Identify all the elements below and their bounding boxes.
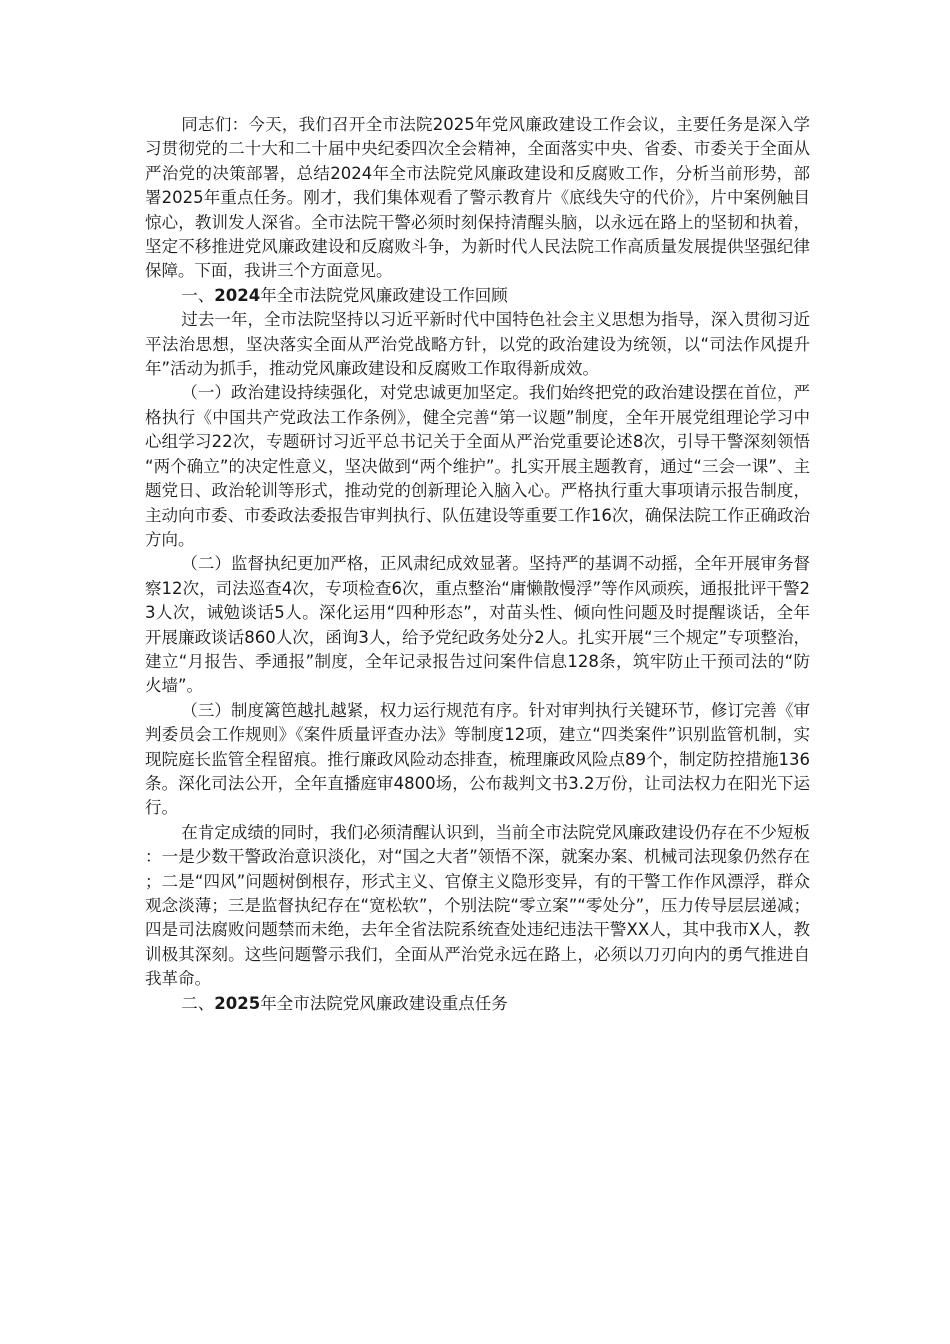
shortcomings-paragraph: 在肯定成绩的同时，我们必须清醒认识到，当前全市法院党风廉政建设仍存在不少短板：一是少数干警政治意识淡化，对“国之大者”领悟不深，就案办案、机械司法现象仍然存在；二是“四风”问题树倒根存，形式主义、官僚主义隐形变异，有的干警工作作风漂浮，群众观念淡薄；三是监督执纪存在“宽松软”，个别法院“零立案”“零处分”，压力传导层层递减；四是司法腐败问题禁而未绝，去年全省法院系统查处违纪违法干警XX人，其中我市X人，教训极其深刻。这些问题警示我们，全面从严治党永远在路上，必须以刀刃向内的勇气推进自我革命。 <box>145 822 810 989</box>
section-heading-1-title: 年全市法院党风廉政建设工作回顾 <box>260 285 508 305</box>
subsection-1-paragraph: （一）政治建设持续强化，对党忠诚更加坚定。我们始终把党的政治建设摆在首位，严格执行《中国共产党政法工作条例》，健全完善“第一议题”制度，全年开展党组理论学习中心组学习22次，专题研讨习近平总书记关于全面从严治党重要论述8次，引导干警深刻领悟“两个确立”的决定性意义，坚决做到“两个维护”。扎实开展主题教育，通过“三会一课”、主题党日、政治轮训等形式，推动党的创新理论入脑入心。严格执行重大事项请示报告制度，主动向市委、市委政法委报告审判执行、队伍建设等重要工作16次，确保法院工作正确政治方向。 <box>145 383 810 549</box>
subsection-3-paragraph: （三）制度篱笆越扎越紧，权力运行规范有序。针对审判执行关键环节，修订完善《审判委员会工作规则》《案件质量评查办法》等制度12项，建立“四类案件”识别监管机制，实现院庭长监管全程留痕。推行廉政风险动态排查，梳理廉政风险点89个，制定防控措施136条。深化司法公开，全年直播庭审4800场，公布裁判文书3.2万份，让司法权力在阳光下运行。 <box>145 700 810 818</box>
section-heading-1 <box>145 284 810 308</box>
section-heading-2 <box>145 992 810 1016</box>
section-heading-2-title: 年全市法院党风廉政建设重点任务 <box>260 993 508 1013</box>
opening-paragraph: 同志们：今天，我们召开全市法院2025年党风廉政建设工作会议，主要任务是深入学习贯彻党的二十大和二十届中央纪委四次全会精神，全面落实中央、省委、市委关于全面从严治党的决策部署，总结2024年全市法院党风廉政建设和反腐败工作，分析当前形势，部署2025年重点任务。刚才，我们集体观看了警示教育片《底线失守的代价》，片中案例触目惊心，教训发人深省。全市法院干警必须时刻保持清醒头脑，以永远在路上的坚韧和执着，坚定不移推进党风廉政建设和反腐败斗争，为新时代人民法院工作高质量发展提供坚强纪律保障。下面，我讲三个方面意见。 <box>145 115 810 281</box>
section-heading-2-year: 2025 <box>214 993 261 1013</box>
subsection-2-paragraph: （二）监督执纪更加严格，正风肃纪成效显著。坚持严的基调不动摇，全年开展审务督察12次，司法巡查4次，专项检查6次，重点整治“庸懒散慢浮”等作风顽疾，通报批评干警23人次，诫勉谈话5人。深化运用“四种形态”，对苗头性、倾向性问题及时提醒谈话，全年开展廉政谈话860人次，函询3人，给予党纪政务处分2人。扎实开展“三个规定”专项整治，建立“月报告、季通报”制度，全年记录报告过问案件信息128条，筑牢防止干预司法的“防火墙”。 <box>145 554 810 696</box>
section-heading-1-prefix: 一、 <box>181 285 215 305</box>
section-heading-2-prefix: 二、 <box>181 993 215 1013</box>
document-page <box>145 113 810 1016</box>
section-heading-1-year: 2024 <box>214 285 261 305</box>
review-intro-paragraph: 过去一年，全市法院坚持以习近平新时代中国特色社会主义思想为指导，深入贯彻习近平法治思想，坚决落实全面从严治党战略方针，以党的政治建设为统领，以“司法作风提升年”活动为抓手，推动党风廉政建设和反腐败工作取得新成效。 <box>145 310 810 379</box>
